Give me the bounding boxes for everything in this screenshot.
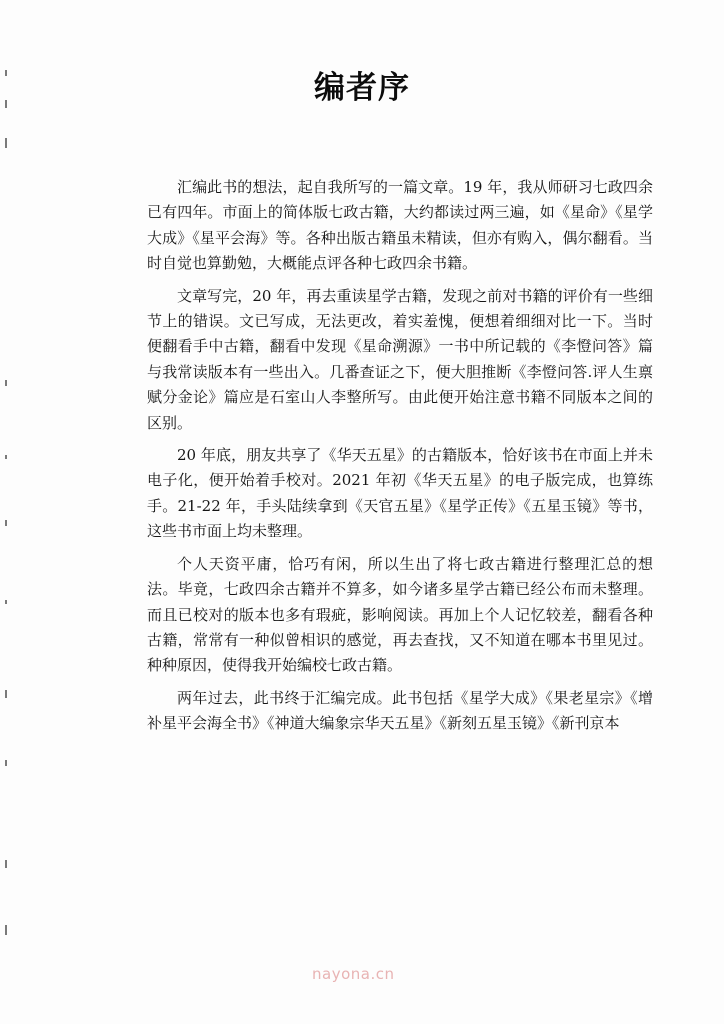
paragraph: 20 年底，朋友共享了《华天五星》的古籍版本，恰好该书在市面上并未电子化，便开始着手校对。2021 年初《华天五星》的电子版完成，也算练手。21-22 年，手头陆续拿到《天官五星》《星学正传》《五星玉镜》等书，这些书市面上均未整理。: [147, 446, 653, 541]
binding-mark: [5, 380, 7, 386]
preface-body: [147, 175, 653, 744]
paragraph: 汇编此书的想法，起自我所写的一篇文章。19 年，我从师研习七政四余已有四年。市面上的简体版七政古籍，大约都读过两三遍，如《星命》《星学大成》《星平会海》等。各种出版古籍虽未精读，但亦有购入，偶尔翻看。当时自觉也算勤勉，大概能点评各种七政四余书籍。: [147, 178, 653, 273]
binding-mark: [5, 925, 7, 935]
paragraph: 两年过去，此书终于汇编完成。此书包括《星学大成》《果老星宗》《增补星平会海全书》《神道大编象宗华天五星》《新刻五星玉镜》《新刊京本: [147, 688, 653, 733]
paragraph: 文章写完，20 年，再去重读星学古籍，发现之前对书籍的评价有一些细节上的错误。文已写成，无法更改，着实羞愧，便想着细细对比一下。当时便翻看手中古籍，翻看中发现《星命溯源》一书中所记载的《李憕问答》篇与我常读版本有一些出入。几番查证之下，便大胆推断《李憕问答.评人生禀赋分金论》篇应是石室山人李整所写。由此便开始注意书籍不同版本之间的区别。: [147, 286, 653, 432]
binding-mark: [5, 138, 7, 148]
binding-mark: [5, 520, 7, 526]
page-title: 编者序: [314, 70, 410, 106]
binding-mark: [5, 760, 7, 766]
binding-mark: [5, 455, 7, 459]
paragraph: 个人天资平庸，恰巧有闲，所以生出了将七政古籍进行整理汇总的想法。毕竟，七政四余古籍并不算多，如今诸多星学古籍已经公布而未整理。而且已校对的版本也多有瑕疵，影响阅读。再加上个人记忆较差，翻看各种古籍，常常有一种似曾相识的感觉，再去查找，又不知道在哪本书里见过。种种原因，使得我开始编校七政古籍。: [147, 554, 653, 675]
binding-mark: [5, 860, 7, 868]
binding-mark: [5, 600, 7, 604]
watermark: nayona.cn: [312, 965, 395, 983]
binding-mark: [5, 690, 7, 698]
